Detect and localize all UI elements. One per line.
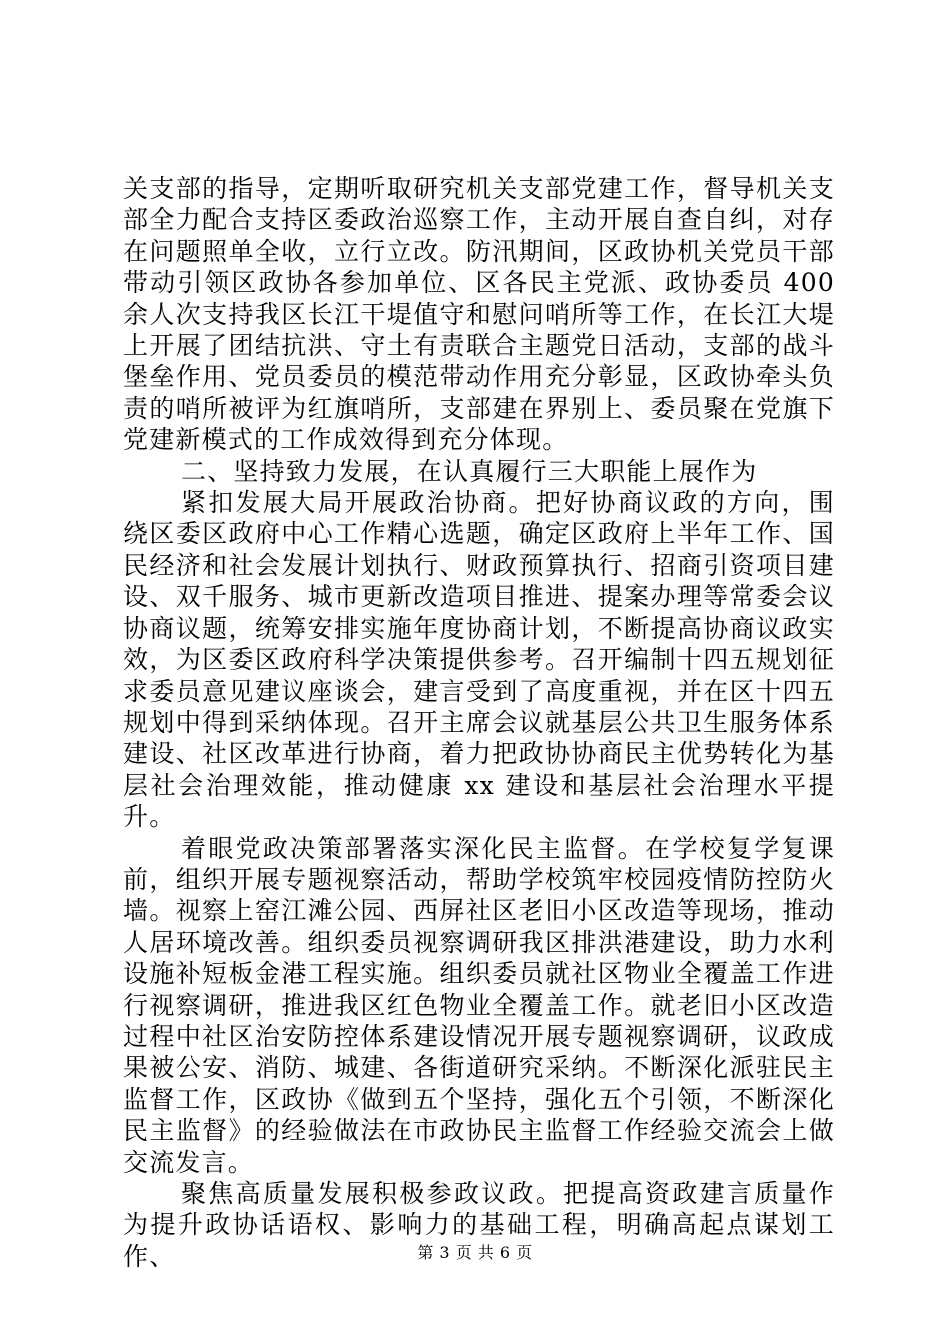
section-heading: 二、坚持致力发展，在认真履行三大职能上展作为 xyxy=(181,456,758,486)
page-footer: 第 3 页 共 6 页 xyxy=(417,1243,533,1262)
paragraph-participation: 聚焦高质量发展积极参政议政。把提高资政建言质量作为提升政协话语权、影响力的基础工程，明确高起点谋划工作、 xyxy=(123,1179,835,1271)
paragraph-democratic-supervision: 着眼党政决策部署落实深化民主监督。在学校复学复课前，组织开展专题视察活动，帮助学校筑牢校园疫情防控防火墙。视察上窑江滩公园、西屏社区老旧小区改造等现场，推动人居环境改善。组织委员视察调研我区排洪港建设，助力水利设施补短板金港工程实施。组织委员就社区物业全覆盖工作进行视察调研，推进我区红色物业全覆盖工作。就老旧小区改造过程中社区治安防控体系建设情况开展专题视察调研，议政成果被公安、消防、城建、各街道研究采纳。不断深化派驻民主监督工作，区政协《做到五个坚持，强化五个引领，不断深化民主监督》的经验做法在市政协民主监督工作经验交流会上做交流发言。 xyxy=(123,833,835,1177)
paragraph-political-consultation: 紧扣发展大局开展政治协商。把好协商议政的方向，围绕区委区政府中心工作精心选题，确定区政府上半年工作、国民经济和社会发展计划执行、财政预算执行、招商引资项目建设、双千服务、城市更新改造项目推进、提案办理等常委会议协商议题，统筹安排实施年度协商计划，不断提高协商议政实效，为区委区政府科学决策提供参考。召开编制十四五规划征求委员意见建议座谈会，建言受到了高度重视，并在区十四五规划中得到采纳体现。召开主席会议就基层公共卫生服务体系建设、社区改革进行协商，着力把政协协商民主优势转化为基层社会治理效能，推动健康 xx 建设和基层社会治理水平提升。 xyxy=(123,488,835,832)
document-body xyxy=(123,173,845,1272)
paragraph-continued: 关支部的指导，定期听取研究机关支部党建工作，督导机关支部全力配合支持区委政治巡察工作，主动开展自查自纠，对存在问题照单全收，立行立改。防汛期间，区政协机关党员干部带动引领区政协各参加单位、区各民主党派、政协委员 400 余人次支持我区长江干堤值守和慰问哨所等工作，在长江大堤上开展了团结抗洪、守土有责联合主题党日活动，支部的战斗堡垒作用、党员委员的模范带动作用充分彰显，区政协牵头负责的哨所被评为红旗哨所，支部建在界别上、委员聚在党旗下党建新模式的工作成效得到充分体现。 xyxy=(123,174,845,455)
